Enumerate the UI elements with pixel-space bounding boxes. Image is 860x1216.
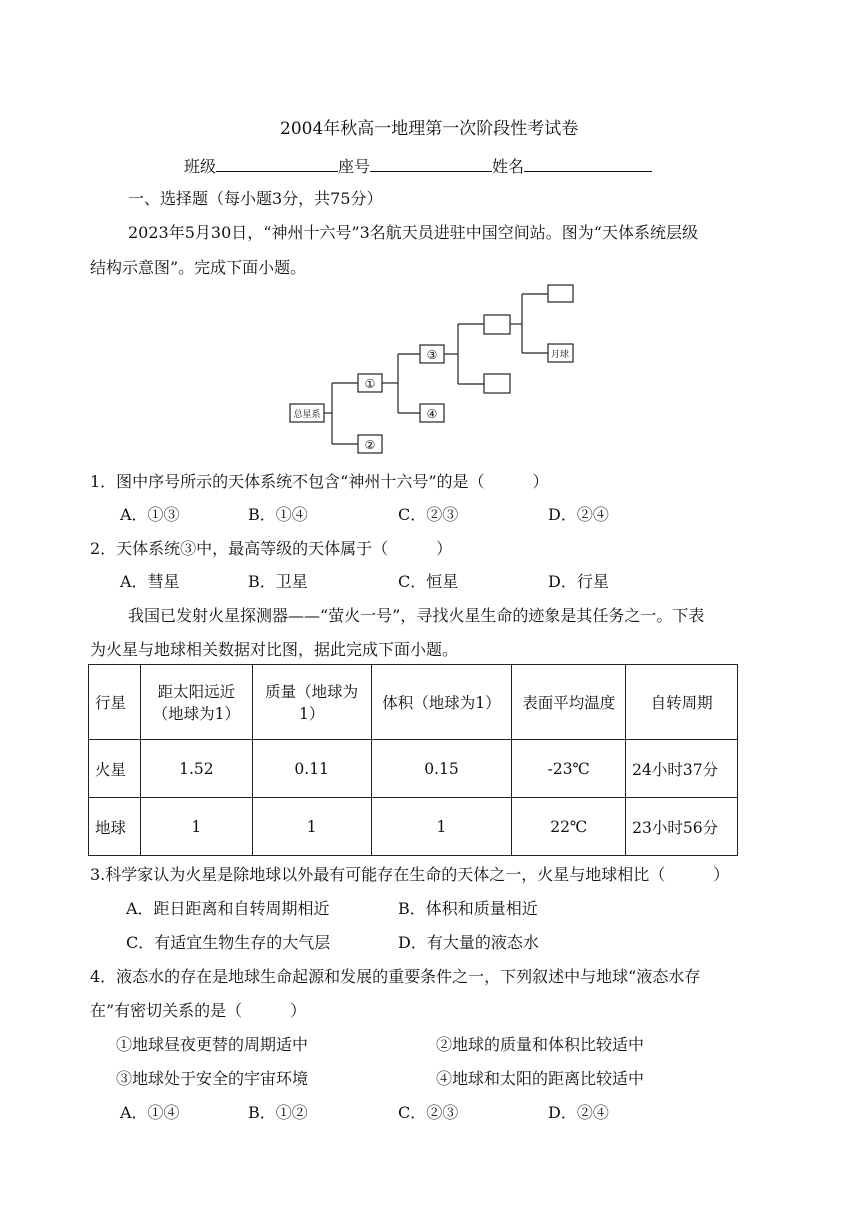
- intro1-line2: 结构示意图”。完成下面小题。: [90, 258, 307, 277]
- q3-option-c[interactable]: C．有适宜生物生存的大气层: [126, 933, 331, 952]
- header-cell: 质量（地球为1）: [252, 665, 371, 740]
- planet-data-table: [88, 664, 738, 856]
- q2-option-d[interactable]: D．行星: [548, 572, 609, 591]
- name-label: 姓名: [492, 157, 525, 176]
- section-heading: 一、选择题（每小题3分，共75分）: [128, 189, 383, 208]
- header-cell: 表面平均温度: [512, 665, 626, 740]
- q4-option-b[interactable]: B．①②: [248, 1103, 308, 1122]
- class-label: 班级: [184, 157, 217, 176]
- header-cell: 体积（地球为1）: [371, 665, 512, 740]
- table-cell: 24小时37分: [626, 740, 738, 798]
- q4-stem-line2: 在”有密切关系的是（ ）: [90, 1001, 307, 1020]
- table-cell: 1.52: [140, 740, 252, 798]
- table-cell: 1: [140, 798, 252, 856]
- node-2-label: ②: [364, 438, 376, 452]
- blank-box-upper: [484, 315, 510, 334]
- node-1-label: ①: [364, 377, 376, 391]
- q1-stem: 1．图中序号所示的天体系统不包含“神州十六号”的是（ ）: [90, 472, 549, 491]
- blank-box-top: [548, 285, 573, 302]
- table-cell: -23℃: [512, 740, 626, 798]
- q2-option-a[interactable]: A．彗星: [120, 572, 180, 591]
- q1-option-a[interactable]: A．①③: [120, 505, 180, 524]
- table-row: [89, 798, 738, 856]
- q4-stem-line1: 4．液态水的存在是地球生命起源和发展的重要条件之一，下列叙述中与地球“液态水存: [90, 967, 701, 986]
- q4-option-a[interactable]: A．①④: [120, 1103, 180, 1122]
- intro2-line1: 我国已发射火星探测器——“萤火一号”，寻找火星生命的迹象是其任务之一。下表: [128, 606, 705, 625]
- q1-option-c[interactable]: C．②③: [398, 505, 459, 524]
- table-cell: 地球: [89, 798, 141, 856]
- table-cell: 23小时56分: [626, 798, 738, 856]
- q4-statement-1: ①地球昼夜更替的周期适中: [116, 1035, 309, 1054]
- intro2-line2: 为火星与地球相关数据对比图，据此完成下面小题。: [90, 640, 459, 659]
- moon-label: 月球: [550, 350, 570, 360]
- q2-stem: 2．天体系统③中，最高等级的天体属于（ ）: [90, 539, 453, 558]
- header-cell: 自转周期: [626, 665, 738, 740]
- seat-blank[interactable]: [370, 155, 492, 172]
- table-cell: 1: [371, 798, 512, 856]
- student-info-line: [184, 154, 652, 177]
- q4-statement-3: ③地球处于安全的宇宙环境: [116, 1069, 309, 1088]
- table-cell: 火星: [89, 740, 141, 798]
- node-4-label: ④: [426, 407, 438, 421]
- header-cell: 行星: [89, 665, 141, 740]
- q1-option-d[interactable]: D．②④: [548, 505, 609, 524]
- q1-option-b[interactable]: B．①④: [248, 505, 308, 524]
- table-cell: 0.11: [252, 740, 371, 798]
- header-cell: 距太阳远近（地球为1）: [140, 665, 252, 740]
- name-blank[interactable]: [524, 155, 652, 172]
- table-row: [89, 740, 738, 798]
- root-label: 总星系: [293, 410, 321, 420]
- q2-option-b[interactable]: B．卫星: [248, 572, 308, 591]
- blank-box-lower: [484, 374, 510, 393]
- table-cell: 0.15: [371, 740, 512, 798]
- table-cell: 1: [252, 798, 371, 856]
- q4-option-d[interactable]: D．②④: [548, 1103, 609, 1122]
- q4-option-c[interactable]: C．②③: [398, 1103, 459, 1122]
- table-cell: 22℃: [512, 798, 626, 856]
- table-header-row: [89, 665, 738, 740]
- q2-option-c[interactable]: C．恒星: [398, 572, 459, 591]
- intro1-line1: 2023年5月30日，“神州十六号”3名航天员进驻中国空间站。图为“天体系统层级: [128, 223, 698, 242]
- class-blank[interactable]: [216, 155, 338, 172]
- q3-option-d[interactable]: D．有大量的液态水: [398, 933, 539, 952]
- page-title: 2004年秋高一地理第一次阶段性考试卷: [280, 119, 579, 139]
- node-3-label: ③: [426, 348, 438, 362]
- q4-statement-2: ②地球的质量和体积比较适中: [436, 1035, 645, 1054]
- q3-option-b[interactable]: B．体积和质量相近: [398, 899, 538, 918]
- q3-option-a[interactable]: A．距日距离和自转周期相近: [126, 899, 330, 918]
- q4-statement-4: ④地球和太阳的距离比较适中: [436, 1069, 645, 1088]
- celestial-system-diagram: [280, 280, 600, 460]
- seat-label: 座号: [338, 157, 371, 176]
- q3-stem: 3.科学家认为火星是除地球以外最有可能存在生命的天体之一，火星与地球相比（ ）: [90, 865, 730, 884]
